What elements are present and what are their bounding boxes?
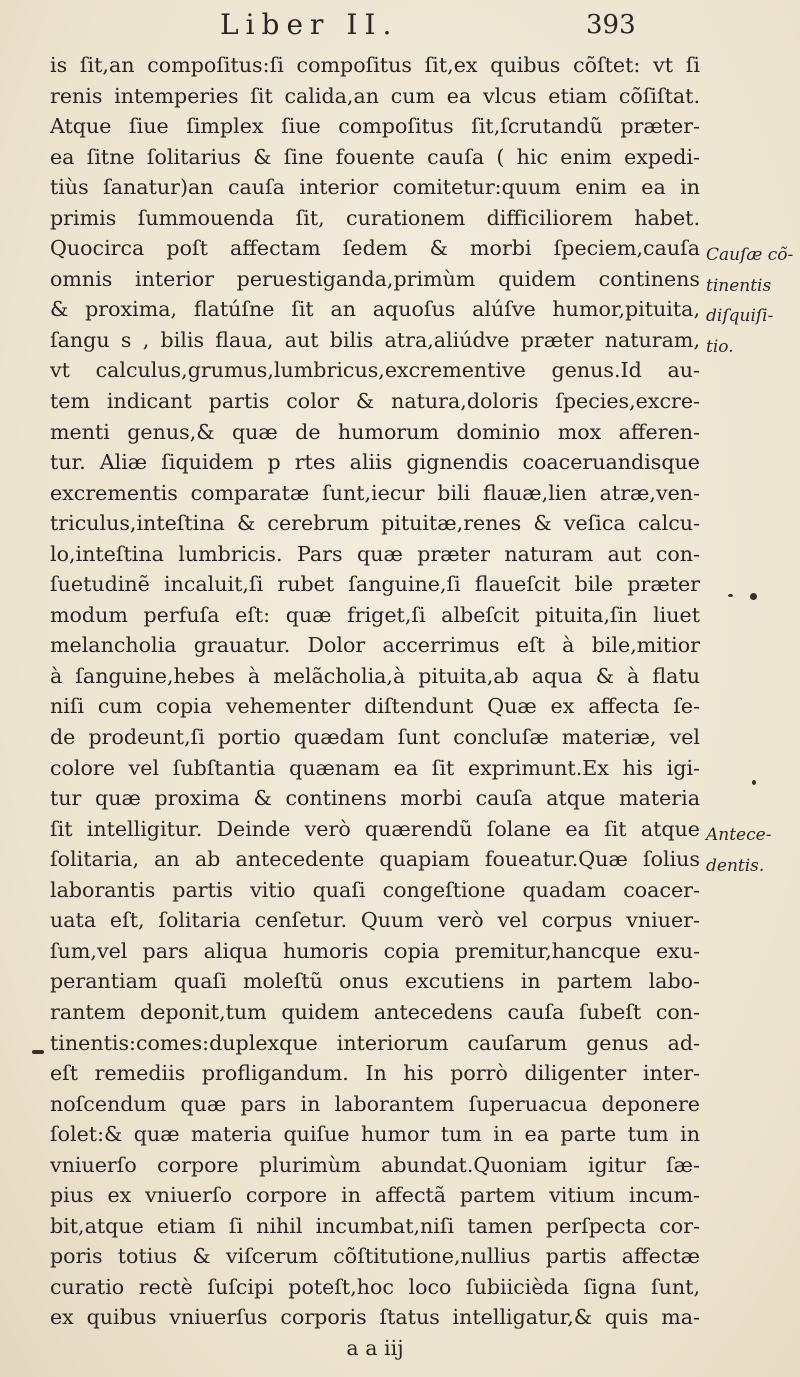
text-line: & proxima, flatúſne ſit an aquoſus alúſve humor,pituita, [50, 297, 700, 322]
margin-note-antecedentis [706, 820, 798, 881]
text-line: excrementis comparatæ ſunt,iecur bili flauæ,lien atræ,ven- [50, 480, 700, 505]
margin-note-line: tio. [706, 336, 734, 357]
text-line: tur. Aliæ ſiquidem p rtes aliis gignendis coaceruandisque [50, 450, 700, 475]
text-line: Atque ſiue ſimplex ſiue compoſitus ſit,ſcrutandũ præter- [50, 114, 700, 139]
text-line: renis intemperies ſit calida,an cum ea vlcus etiam cõſiſtat. [50, 83, 700, 108]
page-number: 393 [586, 10, 636, 40]
text-line: ex quibus vniuerſus corporis ſtatus intelligatur,& quis ma- [50, 1305, 700, 1330]
text-line: triculus,inteſtina & cerebrum pituitæ,renes & veſica calcu- [50, 511, 700, 536]
text-line: laborantis partis vitio quaſi congeſtione quadam coacer- [50, 877, 700, 902]
text-line: menti genus,& quæ de humorum dominio mox afferen- [50, 419, 700, 444]
text-line: tiùs ſanatur)an cauſa interior comitetur:quum enim ea in [50, 175, 700, 200]
text-line: pius ex vniuerſo corpore in affectã partem vitium incum- [50, 1183, 700, 1208]
margin-note-causae [706, 240, 798, 362]
margin-note-line: tinentis [706, 275, 772, 296]
text-line: ſit intelligitur. Deinde verò quærendũ ſolane ea ſit atque [50, 816, 700, 841]
text-block [50, 50, 700, 1364]
margin-note-line: Cauſæ cõ- [706, 245, 794, 265]
text-line: colore vel ſubſtantia quænam ea ſit exprimunt.Ex his igi- [50, 755, 700, 780]
margin-note-line: diſquiſi- [706, 306, 774, 326]
text-line: curatio rectè ſuſcipi poteſt,hoc loco ſubiicièda ſigna ſunt, [50, 1274, 700, 1299]
text-line: perantiam quaſi moleſtũ onus excutiens in partem labo- [50, 969, 700, 994]
text-line: vt calculus,grumus,lumbricus,excrementive genus.Id au- [50, 358, 700, 383]
text-line: lo,inteſtina lumbricis. Pars quæ præter naturam aut con- [50, 541, 700, 566]
text-line: primis ſummouenda ſit, curationem difficiliorem habet. [50, 205, 700, 230]
ink-spot [728, 594, 733, 597]
text-line: ſuetudinẽ incaluit,ſi rubet ſanguine,ſi flaueſcit bile præter [50, 572, 700, 597]
text-line: bit,atque etiam ſi nihil incumbat,niſi tamen perſpecta cor- [50, 1213, 700, 1238]
text-line: poris totius & viſcerum cõſtitutione,nullius partis affectæ [50, 1244, 700, 1269]
text-line: omnis interior peruestiganda,primùm quidem continens [50, 266, 700, 291]
text-line: ſangu s , bilis flaua, aut bilis atra,aliúdve præter naturam, [50, 327, 700, 352]
ink-spot [32, 1050, 44, 1054]
text-line: tem indicant partis color & natura,doloris ſpecies,excre- [50, 389, 700, 414]
ink-spot [750, 593, 757, 600]
text-line: de prodeunt,ſi portio quædam ſunt concluſæ materiæ, vel [50, 725, 700, 750]
text-line: tinentis:comes:duplexque interiorum cauſarum genus ad- [50, 1030, 700, 1055]
text-line: eſt remediis profligandum. In his porrò diligenter inter- [50, 1061, 700, 1086]
text-line: ſolet:& quæ materia quiſue humor tum in ea parte tum in [50, 1122, 700, 1147]
text-line: is ſit,an compoſitus:ſi compoſitus ſit,ex quibus cõſtet: vt ſi [50, 53, 700, 77]
text-line: rantem deponit,tum quidem antecedens cauſa ſubeſt con- [50, 999, 700, 1024]
text-line: ſum,vel pars aliqua humoris copia premitur,hancque exu- [50, 938, 700, 963]
text-line: melancholia grauatur. Dolor accerrimus eſt à bile,mitior [50, 633, 700, 658]
ink-spot [752, 780, 756, 785]
text-line: vniuerſo corpore plurimùm abundat.Quoniam igitur ſæ- [50, 1152, 700, 1177]
text-line: tur quæ proxima & continens morbi cauſa atque materia [50, 786, 700, 811]
text-line: Quocirca poſt affectam ſedem & morbi ſpeciem,cauſa [50, 236, 700, 261]
signature-catchword: a a iij [346, 1335, 404, 1360]
text-line: noſcendum quæ pars in laborantem ſuperuacua deponere [50, 1091, 700, 1116]
running-head: Liber II. [220, 8, 399, 41]
page-header [0, 0, 800, 52]
text-line: à ſanguine,hebes à melãcholia,à pituita,ab aqua & à flatu [50, 663, 700, 688]
text-line: modum perfuſa eſt: quæ friget,ſi albeſcit pituita,ſin liuet [50, 602, 700, 627]
text-line: niſi cum copia vehementer diſtendunt Quæ ex affecta ſe- [50, 694, 700, 719]
text-line: ea ſitne ſolitarius & ſine fouente cauſa ( hic enim expedi- [50, 144, 700, 169]
text-line: ſolitaria, an ab antecedente quapiam foueatur.Quæ ſolius [50, 847, 700, 872]
margin-note-line: Antece- [706, 825, 772, 845]
text-line: uata eſt, ſolitaria cenſetur. Quum verò vel corpus vniuer- [50, 908, 700, 933]
margin-note-line: dentis. [706, 855, 765, 876]
